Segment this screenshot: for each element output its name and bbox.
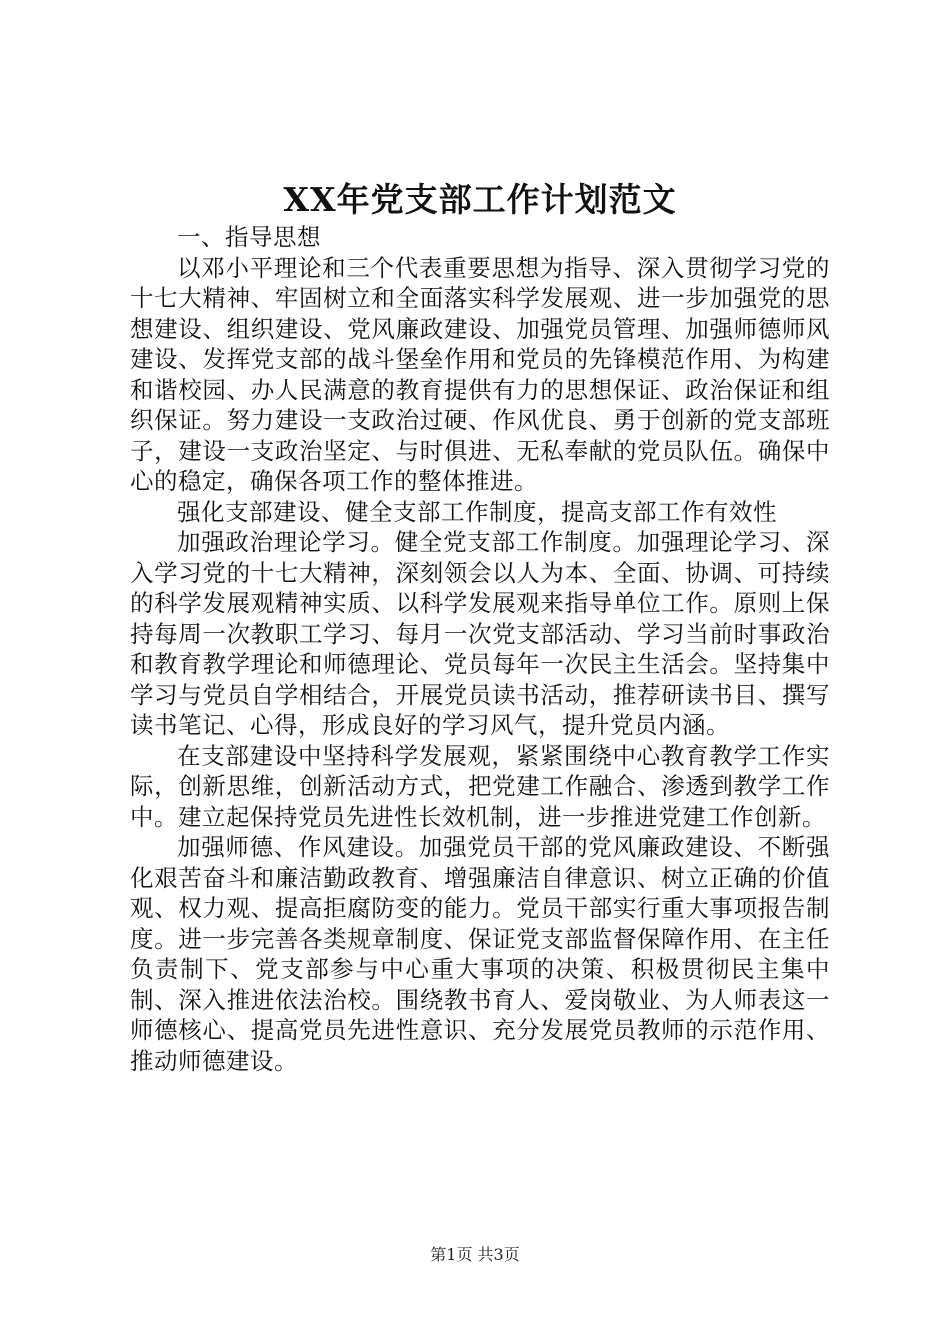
document-title: XX年党支部工作计划范文 [283, 180, 677, 219]
paragraph-political-study: 加强政治理论学习。健全党支部工作制度。加强理论学习、深入学习党的十七大精神，深刻领会以人为本、全面、协调、可持续的科学发展观精神实质、以科学发展观来指导单位工作。原则上保持每周一次教职工学习、每月一次党支部活动、学习当前时事政治和教育教学理论和师德理论、党员每年一次民主生活会。坚持集中学习与党员自学相结合，开展党员读书活动，推荐研读书目、撰写读书笔记、心得，形成良好的学习风气，提升党员内涵。 [130, 528, 830, 739]
section-heading-guiding-ideology: 一、指导思想 [177, 223, 321, 251]
paragraph-guiding-ideology: 以邓小平理论和三个代表重要思想为指导、深入贯彻学习党的十七大精神、牢固树立和全面落实科学发展观、进一步加强党的思想建设、组织建设、党风廉政建设、加强党员管理、加强师德师风建设、发挥党支部的战斗堡垒作用和党员的先锋模范作用、为构建和谐校园、办人民满意的教育提供有力的思想保证、政治保证和组织保证。努力建设一支政治过硬、作风优良、勇于创新的党支部班子，建设一支政治坚定、与时俱进、无私奉献的党员队伍。确保中心的稳定，确保各项工作的整体推进。 [130, 253, 830, 495]
paragraph-teacher-ethics: 加强师德、作风建设。加强党员干部的党风廉政建设、不断强化艰苦奋斗和廉洁勤政教育、增强廉洁自律意识、树立正确的价值观、权力观、提高拒腐防变的能力。党员干部实行重大事项报告制度。进一步完善各类规章制度、保证党支部监督保障作用、在主任负责制下、党支部参与中心重大事项的决策、积极贯彻民主集中制、深入推进依法治校。围绕教书育人、爱岗敬业、为人师表这一师德核心、提高党员先进性意识、充分发展党员教师的示范作用、推动师德建设。 [130, 833, 830, 1075]
paragraph-scientific-development: 在支部建设中坚持科学发展观，紧紧围绕中心教育教学工作实际，创新思维，创新活动方式，把党建工作融合、渗透到教学工作中。建立起保持党员先进性长效机制，进一步推进党建工作创新。 [130, 741, 830, 831]
document-body [130, 222, 830, 1076]
page-number-footer: 第1页 共3页 [430, 1245, 520, 1264]
section-heading-branch-building: 强化支部建设、健全支部工作制度，提高支部工作有效性 [177, 497, 777, 526]
document-page [130, 180, 830, 1076]
